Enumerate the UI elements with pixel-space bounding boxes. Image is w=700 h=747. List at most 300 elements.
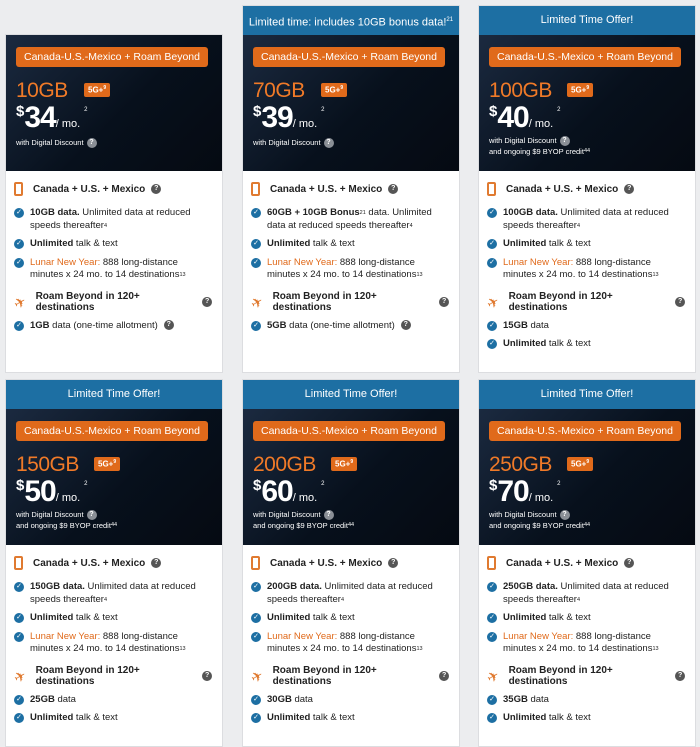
feature-description: Unlimited data at reduced speeds thereafter bbox=[503, 207, 669, 231]
price-period: / mo. bbox=[528, 118, 554, 130]
plan-card[interactable] bbox=[242, 379, 460, 747]
promo-banner bbox=[479, 380, 695, 409]
feature-text bbox=[267, 207, 449, 232]
footnote-marker: 13 bbox=[652, 646, 659, 652]
feature-highlight: 100GB data. bbox=[503, 207, 558, 218]
feature-text bbox=[30, 257, 212, 282]
phone-icon bbox=[251, 556, 260, 570]
plan-details bbox=[479, 545, 695, 725]
phone-icon bbox=[487, 556, 496, 570]
footnote-marker: 13 bbox=[416, 272, 423, 278]
airplane-icon: ✈ bbox=[247, 292, 267, 312]
footnote-marker: 9 bbox=[586, 459, 590, 465]
roam-title: Roam Beyond in 120+ destinations bbox=[508, 664, 613, 687]
feature-description: 888 long-distance minutes x 24 mo. to 14 destinations bbox=[503, 630, 653, 654]
check-icon: ✓ bbox=[14, 613, 24, 623]
feature-highlight: 30GB bbox=[267, 693, 292, 705]
feature-text bbox=[30, 238, 118, 251]
plan-details bbox=[6, 545, 222, 725]
feature-description: talk & text bbox=[310, 612, 355, 623]
discount-note bbox=[16, 509, 117, 531]
help-icon[interactable]: ? bbox=[202, 297, 212, 307]
check-icon: ✓ bbox=[487, 239, 497, 249]
feature-item bbox=[14, 257, 212, 282]
network-label: 5G+ bbox=[571, 85, 587, 95]
feature-highlight: Unlimited bbox=[30, 712, 74, 723]
feature-item bbox=[14, 581, 212, 606]
discount-line bbox=[16, 509, 117, 520]
feature-text bbox=[30, 712, 118, 725]
feature-description: data bbox=[291, 693, 313, 705]
feature-item bbox=[487, 238, 685, 251]
footnote-marker: 13 bbox=[416, 646, 423, 652]
feature-highlight: Unlimited bbox=[30, 612, 74, 623]
roam-feature-item bbox=[251, 694, 449, 707]
footnote-marker: 4 bbox=[576, 596, 580, 603]
footnote-marker: 44 bbox=[110, 522, 118, 529]
check-icon: ✓ bbox=[251, 695, 261, 705]
feature-item bbox=[251, 207, 449, 232]
plan-hero bbox=[243, 409, 459, 545]
promo-banner-text: Limited Time Offer! bbox=[67, 388, 161, 400]
price-period: / mo. bbox=[55, 118, 81, 130]
help-icon[interactable]: ? bbox=[324, 510, 334, 520]
footnote-marker: 2 bbox=[321, 481, 325, 487]
plan-card[interactable] bbox=[242, 5, 460, 373]
feature-highlight: 150GB data. bbox=[30, 581, 85, 592]
feature-highlight: 35GB bbox=[503, 693, 528, 705]
footnote-marker: 4 bbox=[103, 596, 107, 603]
discount-line bbox=[253, 137, 334, 148]
price bbox=[16, 475, 88, 509]
network-badge bbox=[567, 83, 593, 97]
region-label: Canada + U.S. + Mexico bbox=[33, 557, 146, 569]
plan-card[interactable] bbox=[478, 5, 696, 373]
footnote-marker: 4 bbox=[340, 596, 344, 603]
promo-banner bbox=[243, 380, 459, 409]
plan-card[interactable] bbox=[5, 34, 223, 373]
region-label: Canada + U.S. + Mexico bbox=[33, 183, 146, 195]
feature-text bbox=[503, 694, 549, 707]
currency-symbol: $ bbox=[16, 103, 25, 120]
footnote-marker: 9 bbox=[350, 459, 354, 465]
coverage-region bbox=[251, 553, 449, 573]
feature-item bbox=[251, 581, 449, 606]
discount-text: and ongoing $9 BYOP credit bbox=[253, 521, 348, 531]
check-icon: ✓ bbox=[251, 239, 261, 249]
footnote-marker: 13 bbox=[652, 272, 659, 278]
footnote-marker: 9 bbox=[103, 85, 107, 91]
data-amount: 10GB bbox=[16, 79, 68, 102]
feature-description: talk & text bbox=[310, 712, 355, 723]
plan-name-badge: Canada-U.S.-Mexico + Roam Beyond bbox=[489, 421, 681, 441]
region-label: Canada + U.S. + Mexico bbox=[270, 183, 383, 195]
roam-title: Roam Beyond in 120+ destinations bbox=[35, 664, 140, 687]
feature-text bbox=[503, 257, 685, 282]
discount-note bbox=[16, 137, 97, 148]
plan-name-badge: Canada-U.S.-Mexico + Roam Beyond bbox=[16, 421, 208, 441]
feature-description: 888 long-distance minutes x 24 mo. to 14 destinations bbox=[30, 256, 180, 280]
roam-beyond-heading bbox=[483, 290, 685, 314]
discount-text: and ongoing $9 BYOP credit bbox=[489, 147, 584, 157]
check-icon: ✓ bbox=[251, 613, 261, 623]
discount-text: and ongoing $9 BYOP credit bbox=[16, 521, 111, 531]
check-icon: ✓ bbox=[251, 632, 261, 642]
price-amount: 50 bbox=[24, 475, 56, 508]
coverage-region bbox=[14, 553, 212, 573]
footnote-marker: 44 bbox=[583, 522, 591, 529]
feature-text bbox=[30, 631, 212, 656]
plan-details bbox=[479, 171, 695, 351]
feature-item bbox=[251, 612, 449, 625]
feature-highlight: 5GB bbox=[267, 319, 287, 331]
feature-item bbox=[251, 238, 449, 251]
plan-hero bbox=[479, 409, 695, 545]
feature-item bbox=[14, 612, 212, 625]
check-icon: ✓ bbox=[487, 208, 497, 218]
feature-text bbox=[267, 694, 313, 707]
price-amount: 70 bbox=[497, 475, 529, 508]
discount-note bbox=[253, 137, 334, 148]
discount-line bbox=[489, 135, 590, 146]
data-amount: 150GB bbox=[16, 453, 79, 476]
feature-text bbox=[503, 320, 549, 333]
discount-line bbox=[16, 520, 117, 531]
help-icon[interactable]: ? bbox=[87, 510, 97, 520]
feature-text bbox=[503, 338, 591, 351]
roam-beyond-heading bbox=[10, 290, 212, 314]
help-icon[interactable]: ? bbox=[439, 297, 449, 307]
price-period: / mo. bbox=[292, 118, 318, 130]
currency-symbol: $ bbox=[489, 477, 498, 494]
roam-feature-item bbox=[487, 338, 685, 351]
feature-description: talk & text bbox=[73, 238, 118, 249]
promo-banner-text: Limited Time Offer! bbox=[304, 388, 398, 400]
footnote-marker: 21 bbox=[446, 17, 454, 23]
data-amount: 250GB bbox=[489, 453, 552, 476]
coverage-region bbox=[251, 179, 449, 199]
check-icon: ✓ bbox=[14, 632, 24, 642]
price bbox=[253, 475, 325, 509]
footnote-marker: 21 bbox=[359, 210, 366, 216]
feature-description: Unlimited data at reduced speeds thereafter bbox=[30, 581, 196, 605]
promo-label: Lunar New Year: bbox=[267, 256, 338, 268]
feature-text bbox=[503, 612, 591, 625]
check-icon: ✓ bbox=[14, 713, 24, 723]
price-amount: 60 bbox=[261, 475, 293, 508]
price bbox=[253, 101, 325, 135]
feature-item bbox=[251, 257, 449, 282]
check-icon: ✓ bbox=[14, 695, 24, 705]
plan-hero bbox=[6, 35, 222, 171]
network-badge bbox=[321, 83, 347, 97]
region-label: Canada + U.S. + Mexico bbox=[506, 557, 619, 569]
discount-line bbox=[489, 509, 590, 520]
promo-banner bbox=[243, 6, 459, 35]
price-period: / mo. bbox=[292, 492, 318, 504]
help-icon[interactable]: ? bbox=[560, 136, 570, 146]
feature-highlight: Unlimited bbox=[503, 712, 547, 723]
help-icon[interactable]: ? bbox=[675, 671, 685, 681]
plan-hero bbox=[6, 409, 222, 545]
feature-item bbox=[487, 612, 685, 625]
feature-highlight: 25GB bbox=[30, 693, 55, 705]
plan-details bbox=[243, 545, 459, 725]
feature-text bbox=[30, 207, 212, 232]
footnote-marker: 2 bbox=[321, 107, 325, 113]
phone-icon bbox=[251, 182, 260, 196]
currency-symbol: $ bbox=[16, 477, 25, 494]
feature-highlight: 250GB data. bbox=[503, 581, 558, 592]
feature-description: talk & text bbox=[546, 712, 591, 723]
feature-description: 888 long-distance minutes x 24 mo. to 14 destinations bbox=[267, 630, 417, 654]
help-icon[interactable]: ? bbox=[164, 320, 174, 330]
airplane-icon: ✈ bbox=[10, 292, 30, 312]
help-icon[interactable]: ? bbox=[324, 138, 334, 148]
network-label: 5G+ bbox=[88, 85, 104, 95]
price-period: / mo. bbox=[55, 492, 81, 504]
coverage-region bbox=[14, 179, 212, 199]
network-badge bbox=[567, 457, 593, 471]
roam-feature-item bbox=[14, 320, 212, 333]
check-icon: ✓ bbox=[487, 632, 497, 642]
check-icon: ✓ bbox=[14, 208, 24, 218]
roam-beyond-heading bbox=[247, 290, 449, 314]
check-icon: ✓ bbox=[14, 239, 24, 249]
network-label: 5G+ bbox=[98, 459, 114, 469]
check-icon: ✓ bbox=[487, 339, 497, 349]
feature-text bbox=[267, 238, 355, 251]
network-label: 5G+ bbox=[571, 459, 587, 469]
roam-title: Roam Beyond in 120+ destinations bbox=[272, 290, 377, 313]
discount-line bbox=[489, 146, 590, 157]
help-icon[interactable]: ? bbox=[151, 558, 161, 568]
feature-description: talk & text bbox=[546, 612, 591, 623]
help-icon[interactable]: ? bbox=[388, 184, 398, 194]
footnote-marker: 4 bbox=[576, 222, 580, 229]
footnote-marker: 4 bbox=[103, 222, 107, 229]
data-amount: 100GB bbox=[489, 79, 552, 102]
feature-text bbox=[503, 712, 591, 725]
discount-note bbox=[253, 509, 354, 531]
currency-symbol: $ bbox=[253, 103, 262, 120]
feature-text bbox=[503, 207, 685, 232]
feature-item bbox=[487, 631, 685, 656]
feature-text bbox=[503, 631, 685, 656]
promo-banner-text: Limited time: includes 10GB bonus data! bbox=[248, 16, 447, 29]
check-icon: ✓ bbox=[487, 613, 497, 623]
feature-highlight: 1GB bbox=[30, 319, 50, 331]
roam-feature-item bbox=[14, 694, 212, 707]
footnote-marker: 2 bbox=[557, 481, 561, 487]
promo-label: Lunar New Year: bbox=[503, 630, 574, 642]
discount-text: with Digital Discount bbox=[16, 138, 84, 147]
feature-text bbox=[267, 612, 355, 625]
check-icon: ✓ bbox=[251, 582, 261, 592]
roam-feature-item bbox=[14, 712, 212, 725]
footnote-marker: 2 bbox=[84, 107, 88, 113]
price-amount: 34 bbox=[24, 101, 56, 134]
feature-text bbox=[503, 238, 591, 251]
footnote-marker: 9 bbox=[113, 459, 117, 465]
roam-feature-item bbox=[251, 712, 449, 725]
roam-feature-item bbox=[251, 320, 449, 333]
feature-item bbox=[14, 207, 212, 232]
roam-beyond-heading bbox=[10, 664, 212, 688]
help-icon[interactable]: ? bbox=[151, 184, 161, 194]
check-icon: ✓ bbox=[251, 321, 261, 331]
feature-description: talk & text bbox=[310, 238, 355, 249]
roam-beyond-heading bbox=[247, 664, 449, 688]
check-icon: ✓ bbox=[487, 582, 497, 592]
feature-text bbox=[267, 712, 355, 725]
promo-label: Lunar New Year: bbox=[30, 630, 101, 642]
footnote-marker: 44 bbox=[347, 522, 355, 529]
footnote-marker: 2 bbox=[557, 107, 561, 113]
discount-line bbox=[16, 137, 97, 148]
price bbox=[16, 101, 88, 135]
footnote-marker: 9 bbox=[586, 85, 590, 91]
help-icon[interactable]: ? bbox=[624, 558, 634, 568]
plan-details bbox=[243, 171, 459, 332]
footnote-marker: 13 bbox=[179, 646, 186, 652]
help-icon[interactable]: ? bbox=[675, 297, 685, 307]
roam-title: Roam Beyond in 120+ destinations bbox=[508, 290, 613, 313]
feature-description: data (one-time allotment) bbox=[286, 319, 395, 331]
price-amount: 39 bbox=[261, 101, 293, 134]
feature-description: data bbox=[54, 693, 76, 705]
promo-banner-text: Limited Time Offer! bbox=[540, 388, 634, 400]
check-icon: ✓ bbox=[251, 208, 261, 218]
region-label: Canada + U.S. + Mexico bbox=[506, 183, 619, 195]
feature-highlight: 10GB data. bbox=[30, 207, 80, 218]
plan-details bbox=[6, 171, 222, 332]
discount-line bbox=[253, 509, 354, 520]
data-amount: 70GB bbox=[253, 79, 305, 102]
promo-banner bbox=[479, 6, 695, 35]
discount-note bbox=[489, 135, 590, 157]
network-badge bbox=[331, 457, 357, 471]
price-period: / mo. bbox=[528, 492, 554, 504]
feature-highlight: 200GB data. bbox=[267, 581, 322, 592]
footnote-marker: 44 bbox=[583, 148, 591, 155]
promo-label: Lunar New Year: bbox=[30, 256, 101, 268]
feature-item bbox=[14, 238, 212, 251]
discount-line bbox=[253, 520, 354, 531]
check-icon: ✓ bbox=[487, 695, 497, 705]
feature-description: Unlimited data at reduced speeds thereafter bbox=[503, 581, 669, 605]
discount-text: with Digital Discount bbox=[16, 510, 84, 519]
promo-label: Lunar New Year: bbox=[267, 630, 338, 642]
plan-hero bbox=[243, 35, 459, 171]
help-icon[interactable]: ? bbox=[401, 320, 411, 330]
check-icon: ✓ bbox=[14, 582, 24, 592]
help-icon[interactable]: ? bbox=[388, 558, 398, 568]
feature-text bbox=[503, 581, 685, 606]
phone-icon bbox=[14, 182, 23, 196]
roam-title: Roam Beyond in 120+ destinations bbox=[272, 664, 377, 687]
discount-text: and ongoing $9 BYOP credit bbox=[489, 521, 584, 531]
feature-text bbox=[30, 694, 76, 707]
feature-text bbox=[30, 320, 174, 333]
discount-text: with Digital Discount bbox=[489, 510, 557, 519]
feature-item bbox=[14, 631, 212, 656]
price bbox=[489, 101, 561, 135]
check-icon: ✓ bbox=[251, 713, 261, 723]
feature-text bbox=[267, 631, 449, 656]
feature-description: talk & text bbox=[73, 612, 118, 623]
feature-description: data bbox=[527, 693, 549, 705]
feature-highlight: Unlimited bbox=[503, 612, 547, 623]
discount-note bbox=[489, 509, 590, 531]
roam-feature-item bbox=[487, 712, 685, 725]
plan-hero bbox=[479, 35, 695, 171]
help-icon[interactable]: ? bbox=[624, 184, 634, 194]
footnote-marker: 13 bbox=[179, 272, 186, 278]
network-label: 5G+ bbox=[325, 85, 341, 95]
discount-text: with Digital Discount bbox=[253, 510, 321, 519]
roam-beyond-heading bbox=[483, 664, 685, 688]
feature-description: data bbox=[527, 319, 549, 331]
roam-feature-item bbox=[487, 320, 685, 333]
airplane-icon: ✈ bbox=[247, 666, 267, 686]
help-icon[interactable]: ? bbox=[560, 510, 570, 520]
footnote-marker: 9 bbox=[340, 85, 344, 91]
airplane-icon: ✈ bbox=[10, 666, 30, 686]
promo-banner-text: Limited Time Offer! bbox=[540, 14, 634, 26]
check-icon: ✓ bbox=[487, 321, 497, 331]
feature-description: 888 long-distance minutes x 24 mo. to 14 destinations bbox=[503, 256, 653, 280]
coverage-region bbox=[487, 179, 685, 199]
region-label: Canada + U.S. + Mexico bbox=[270, 557, 383, 569]
network-label: 5G+ bbox=[335, 459, 351, 469]
check-icon: ✓ bbox=[251, 258, 261, 268]
feature-item bbox=[487, 257, 685, 282]
feature-highlight: Unlimited bbox=[267, 712, 311, 723]
phone-icon bbox=[487, 182, 496, 196]
roam-feature-item bbox=[487, 694, 685, 707]
coverage-region bbox=[487, 553, 685, 573]
feature-description: data. Unlimited data at reduced speeds thereafter bbox=[267, 207, 432, 231]
feature-item bbox=[487, 581, 685, 606]
feature-description: Unlimited data at reduced speeds thereafter bbox=[30, 207, 191, 231]
feature-description: talk & text bbox=[546, 338, 591, 349]
promo-banner bbox=[6, 380, 222, 409]
feature-description: 888 long-distance minutes x 24 mo. to 14 destinations bbox=[267, 256, 417, 280]
check-icon: ✓ bbox=[14, 321, 24, 331]
airplane-icon: ✈ bbox=[483, 292, 503, 312]
help-icon[interactable]: ? bbox=[439, 671, 449, 681]
plan-card[interactable] bbox=[5, 379, 223, 747]
discount-text: with Digital Discount bbox=[489, 136, 557, 145]
promo-label: Lunar New Year: bbox=[503, 256, 574, 268]
feature-description: talk & text bbox=[546, 238, 591, 249]
feature-highlight: Unlimited bbox=[503, 338, 547, 349]
help-icon[interactable]: ? bbox=[202, 671, 212, 681]
help-icon[interactable]: ? bbox=[87, 138, 97, 148]
feature-item bbox=[251, 631, 449, 656]
feature-description: data (one-time allotment) bbox=[49, 319, 158, 331]
plan-name-badge: Canada-U.S.-Mexico + Roam Beyond bbox=[489, 47, 681, 67]
feature-highlight: 15GB bbox=[503, 319, 528, 331]
feature-item bbox=[487, 207, 685, 232]
network-badge bbox=[84, 83, 110, 97]
airplane-icon: ✈ bbox=[483, 666, 503, 686]
discount-text: with Digital Discount bbox=[253, 138, 321, 147]
plan-name-badge: Canada-U.S.-Mexico + Roam Beyond bbox=[253, 421, 445, 441]
plan-card[interactable] bbox=[478, 379, 696, 747]
plan-name-badge: Canada-U.S.-Mexico + Roam Beyond bbox=[253, 47, 445, 67]
